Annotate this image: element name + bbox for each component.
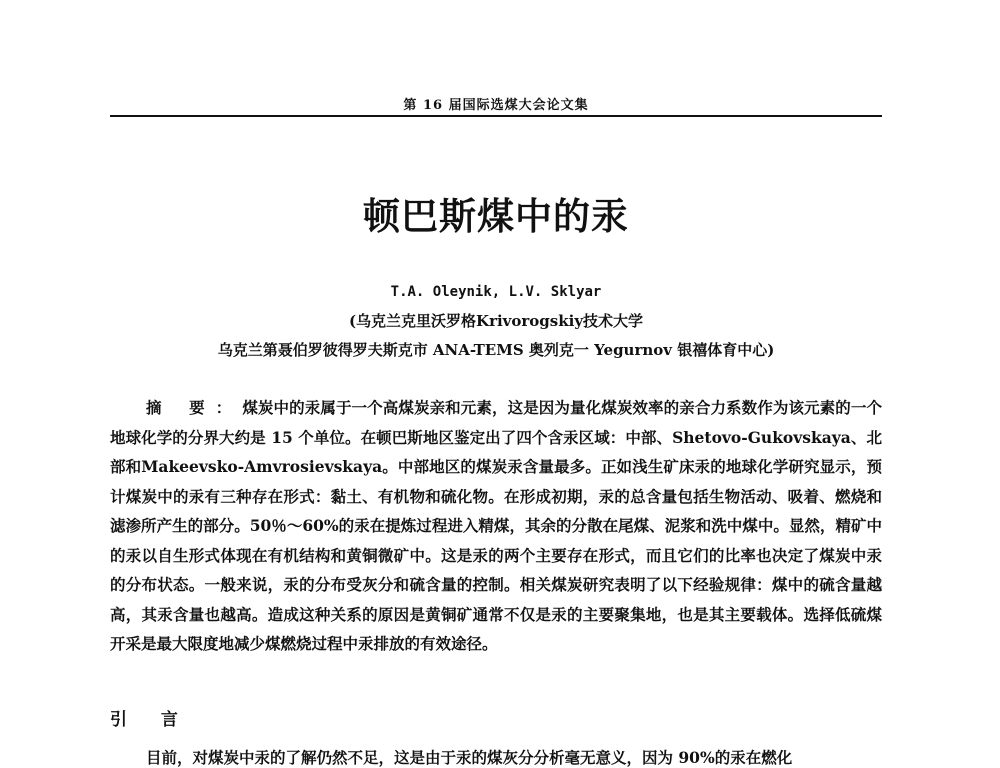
header-rule [110,115,882,117]
abstract-text: 煤炭中的汞属于一个高煤炭亲和元素，这是因为量化煤炭效率的亲合力系数作为该元素的一个地球化学的分界大约是 15 个单位。在顿巴斯地区鉴定出了四个含汞区域：中部、Shetovo-Gukovskaya、北部和Makeevsko-Amvrosievskaya。中部地区的煤炭汞含量最多。正如浅生矿床汞的地球化学研究显示，预计煤炭中的汞有三种存在形式：黏土、有机物和硫化物。在形成初期，汞的总含量包括生物活动、吸着、燃烧和滤渗所产生的部分。50％～60%的汞在提炼过程进入精煤，其余的分散在尾煤、泥浆和洗中煤中。显然，精矿中的汞以自生形式体现在有机结构和黄铜微矿中。这是汞的两个主要存在形式，而且它们的比率也决定了煤炭中汞的分布状态。一般来说，汞的分布受灰分和硫含量的控制。相关煤炭研究表明了以下经验规律：煤中的硫含量越高，其汞含量也越高。造成这种关系的原因是黄铜矿通常不仅是汞的主要聚集地，也是其主要载体。选择低硫煤开采是最大限度地减少煤燃烧过程中汞排放的有效途径。 [110,398,882,653]
affiliation-line-1: (乌克兰克里沃罗格Krivorogskiy技术大学 [348,312,644,330]
section-heading-introduction: 引 言 [110,710,192,730]
body-paragraph: 目前，对煤炭中汞的了解仍然不足，这是由于汞的煤灰分分析毫无意义，因为 90%的汞在燃化 [146,748,793,767]
paper-authors: T.A. Oleynik, L.V. Sklyar [390,284,602,300]
abstract-label: 摘 要： [146,398,243,417]
abstract-paragraph [110,393,882,659]
paper-title: 顿巴斯煤中的汞 [363,195,629,238]
running-header: 第 16 届国际选煤大会论文集 [403,98,589,113]
affiliation-line-2: 乌克兰第聂伯罗彼得罗夫斯克市 ANA-TEMS 奥列克一 Yegurnov 银禧体育中心) [217,341,775,359]
